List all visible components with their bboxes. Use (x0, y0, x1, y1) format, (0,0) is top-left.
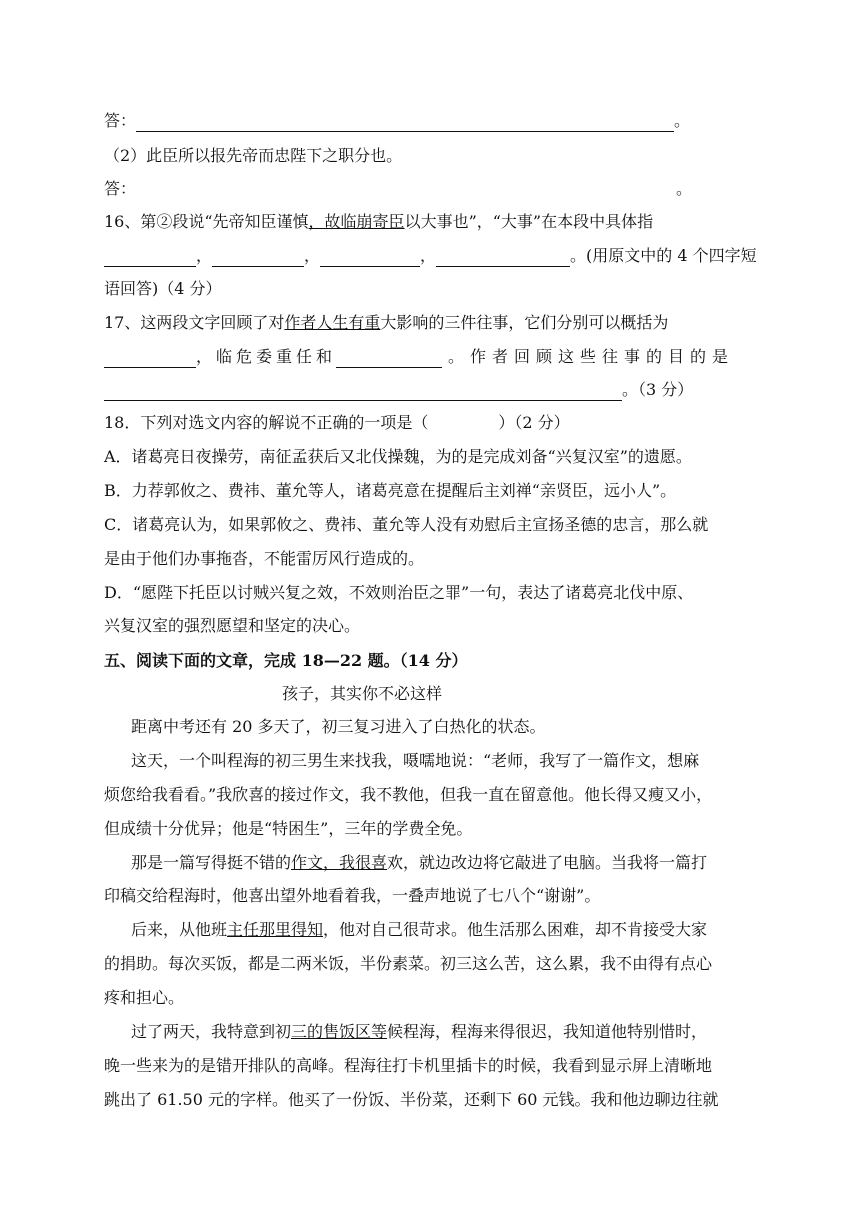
paragraph-4-line-3: 疼和担心。 (104, 988, 185, 1007)
question-2: （2）此臣所以报先帝而忠陛下之职分也。 (104, 146, 403, 165)
answer-label: 答： (104, 179, 137, 198)
option-c-line-1: C．诸葛亮认为，如果郭攸之、费祎、董允等人没有劝慰后主宣扬圣德的忠言，那么就 (104, 515, 709, 534)
paragraph-5-line-3: 跳出了 61.50 元的字样。他买了一份饭、半份菜，还剩下 60 元钱。我和他边聊边往就 (104, 1090, 719, 1109)
question-16-line-2 (104, 245, 762, 267)
answer-blank[interactable] (436, 249, 570, 267)
text: 大影响的三件往事，它们分别可以概括为 (380, 313, 669, 332)
text: ， (304, 246, 321, 265)
text: 16、第②段说“先帝知臣谨慎 (104, 212, 309, 231)
question-17-line-3 (104, 379, 762, 401)
answer-blank[interactable] (104, 383, 622, 401)
paragraph-3-line-2: 印稿交给程海时，他喜出望外地看着我，一叠声地说了七八个“谢谢”。 (104, 886, 601, 905)
section-5-heading: 五、阅读下面的文章，完成 18—22 题。（14 分） (104, 651, 468, 670)
underlined-text: 主任那里得知 (227, 920, 324, 939)
text: 后来，从他班 (131, 920, 228, 939)
paragraph-3-line-1 (131, 852, 762, 874)
answer-blank[interactable] (136, 114, 674, 132)
answer-end: 。 (674, 111, 691, 130)
answer-blank[interactable] (104, 249, 196, 267)
underlined-text: 三的售饭区等 (291, 1022, 388, 1041)
text: 。作者回顾这些往事的目的是 (448, 347, 735, 366)
text: 18．下列对选文内容的解说不正确的一项是（ (104, 413, 429, 432)
paragraph-1: 距离中考还有 20 多天了，初三复习进入了白热化的状态。 (131, 717, 546, 736)
question-16-line-3: 语回答)（4 分） (104, 279, 222, 298)
option-d-line-1: D．“愿陛下托臣以讨贼兴复之效，不效则治臣之罪”一句，表达了诸葛亮北伐中原、 (104, 583, 694, 602)
text: 那是一篇写得挺不错的 (131, 853, 292, 872)
paragraph-2-line-2: 烦您给我看看。”我欣喜的接过作文，我不教他，但我一直在留意他。他长得又瘦又小， (104, 785, 713, 804)
paragraph-4-line-2: 的捐助。每次买饭，都是二两米饭，半份素菜。初三这么苦，这么累，我不由得有点心 (104, 954, 713, 973)
answer-label: 答： (104, 111, 137, 130)
answer-blank[interactable] (212, 249, 304, 267)
text: ，临危委重任和 (196, 347, 337, 366)
question-17-line-2 (104, 346, 762, 368)
answer-blank[interactable] (336, 350, 442, 368)
text: 候程海，程海来得很迟，我知道他特别惜时， (387, 1022, 708, 1041)
option-d-line-2: 兴复汉室的强烈愿望和坚定的决心。 (104, 616, 361, 635)
text: 欢，就边改边将它敲进了电脑。当我将一篇打 (387, 853, 708, 872)
text: ，他对自己很苛求。他生活那么困难，却不肯接受大家 (323, 920, 708, 939)
text: 17、这两段文字回顾了对 (104, 313, 285, 332)
answer-blank[interactable] (320, 249, 420, 267)
question-17-line-1 (104, 312, 762, 334)
text: ， (196, 246, 213, 265)
paragraph-4-line-1 (131, 919, 762, 941)
paragraph-5-line-1 (131, 1021, 762, 1043)
text: 。（3 分） (622, 380, 694, 399)
question-18 (104, 412, 762, 434)
text: 过了两天，我特意到初 (131, 1022, 292, 1041)
question-16-line-1 (104, 211, 762, 233)
option-c-line-2: 是由于他们办事拖沓，不能雷厉风行造成的。 (104, 549, 425, 568)
text: 。(用原文中的 4 个四字短 (570, 246, 757, 265)
article-title: 孩子，其实你不必这样 (282, 684, 443, 703)
paragraph-2-line-3: 但成绩十分优异；他是“特困生”，三年的学费全免。 (104, 819, 473, 838)
underlined-text: 作文，我很喜 (291, 853, 388, 872)
text: 以大事也”，“大事”在本段中具体指 (404, 212, 654, 231)
answer-line-2 (104, 178, 762, 200)
paragraph-5-line-2: 晚一些来为的是错开排队的高峰。程海往打卡机里插卡的时候，我看到显示屏上清晰地 (104, 1056, 713, 1075)
option-a: A．诸葛亮日夜操劳，南征孟获后又北伐操魏，为的是完成刘备“兴复汉室”的遗愿。 (104, 447, 692, 466)
paragraph-2-line-1: 这天，一个叫程海的初三男生来找我，嗫嚅地说：“老师，我写了一篇作文，想麻 (131, 751, 700, 770)
answer-blank[interactable] (104, 350, 196, 368)
underlined-text: 作者人生有重 (284, 313, 381, 332)
text: ）（2 分） (498, 413, 570, 432)
answer-end: 。 (676, 179, 693, 198)
answer-line-1 (104, 110, 762, 132)
underlined-text: ，故临崩寄臣 (308, 212, 405, 231)
option-b: B．力荐郭攸之、费祎、董允等人，诸葛亮意在提醒后主刘禅“亲贤臣，远小人”。 (104, 481, 677, 500)
text: ， (420, 246, 437, 265)
